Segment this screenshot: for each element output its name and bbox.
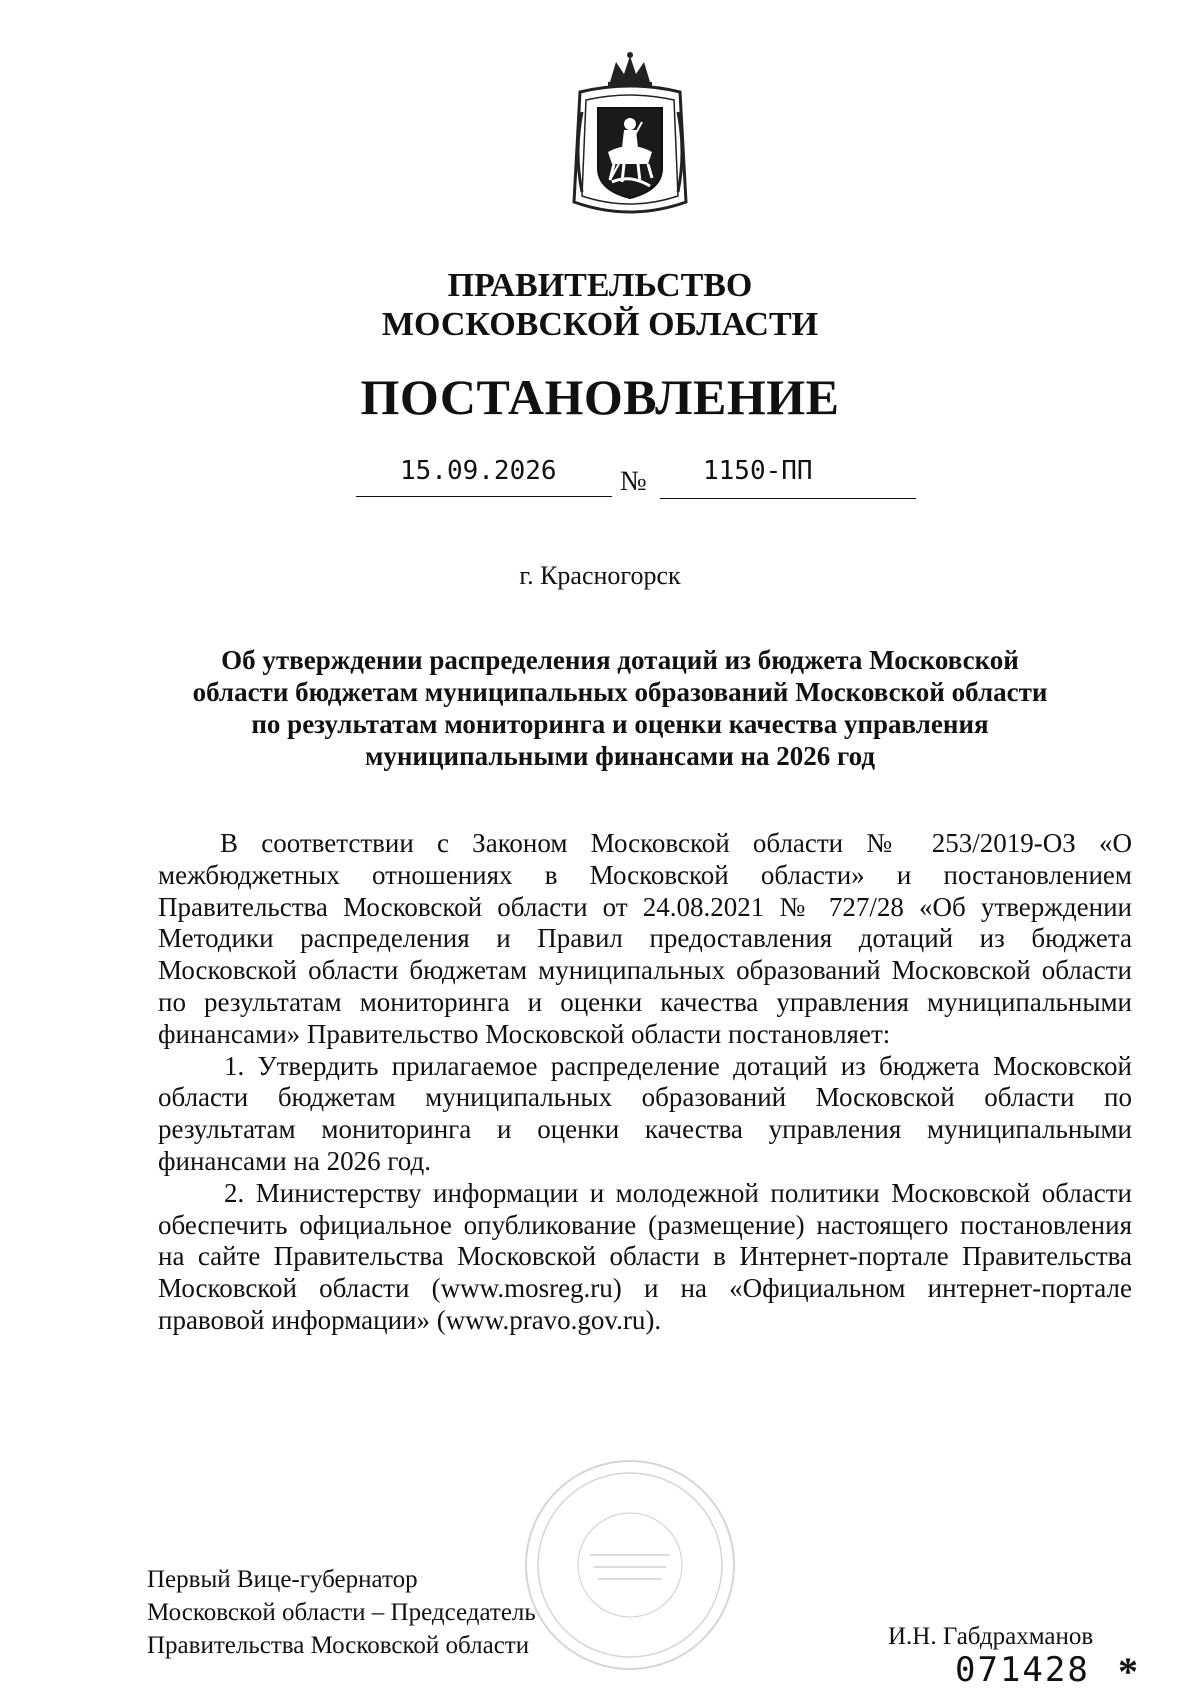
city: г. Красногорск — [519, 561, 681, 590]
registration-line — [0, 456, 1200, 506]
document-type: ПОСТАНОВЛЕНИЕ — [360, 369, 840, 425]
document-date: 15.09.2026 — [400, 456, 557, 486]
signatory-name: И.Н. Габдрахманов — [888, 1623, 1094, 1650]
number-sign: № — [620, 466, 647, 497]
coat-of-arms-icon — [568, 52, 693, 220]
serial-mark: * — [1118, 1649, 1138, 1694]
signatory-position — [147, 1563, 536, 1662]
number-underline — [660, 498, 916, 499]
item-1-paragraph: 1. Утвердить прилагаемое распределение дотаций из бюджета Московской области бюджетам муниципальных образований Московской области по результатам мониторинга и оценки качества управления муниципальными финансами на 2026 год. — [158, 1050, 1132, 1176]
document-title: Об утверждении распределения дотаций из бюджета Московской области бюджетам муниципальных образований Московской области по результатам мониторинга и оценки качества управления муниципальными финансами на 2026 год — [192, 645, 1048, 771]
round-seal-stamp-icon — [520, 1455, 740, 1675]
signatory-position-line3: Правительства Московской области — [147, 1632, 530, 1659]
signatory-position-line1: Первый Вице-губернатор — [147, 1566, 418, 1593]
signatory-position-line2: Московской области – Председатель — [147, 1599, 536, 1626]
document-body — [158, 828, 1132, 1337]
date-underline — [356, 496, 612, 497]
preamble-paragraph: В соответствии с Законом Московской области № 253/2019-ОЗ «О межбюджетных отношениях в Московской области» и постановлением Правительства Московской области от 24.08.2021 № 727/28 «Об утверждении Методики распределения и Правил предоставления дотаций из бюджета Московской области бюджетам муниципальных образований Московской области по результатам мониторинга и оценки качества управления муниципальными финансами» Правительство Московской области постановляет: — [158, 828, 1132, 1049]
item-2-paragraph: 2. Министерству информации и молодежной политики Московской области обеспечить официальное опубликование (размещение) настоящего постановления на сайте Правительства Московской области в Интернет-портале Правительства Московской области (www.mosreg.ru) и на «Официальном интернет-портале правовой информации» (www.pravo.gov.ru). — [158, 1177, 1132, 1335]
organization-name-line1: ПРАВИТЕЛЬСТВО — [447, 267, 753, 304]
serial-number: 071428 — [955, 1650, 1090, 1690]
document-number: 1150-ПП — [703, 456, 813, 486]
organization-name-line2: МОСКОВСКОЙ ОБЛАСТИ — [381, 306, 819, 343]
